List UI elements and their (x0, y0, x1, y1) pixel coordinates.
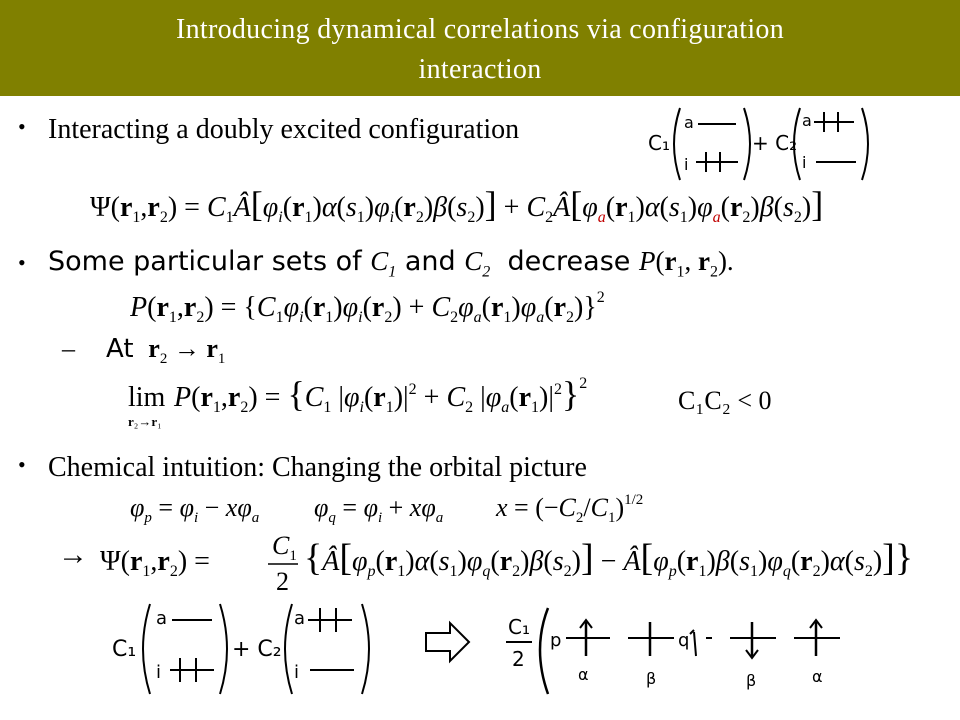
slide-title-line2: interaction (418, 54, 542, 85)
bullet-some-sets-and: and (404, 246, 456, 277)
c1-label: C₁ (648, 131, 670, 155)
svg-text:a: a (802, 111, 812, 130)
bullet-dot: • (18, 250, 26, 275)
svg-text:r₂→r₁: r₂→r₁ (128, 414, 162, 429)
svg-text:C₁: C₁ (112, 637, 137, 662)
svg-text:φq = φi + xφa: $\varphi_q = \varphi_i + x\varphi_a$ (314, 493, 444, 526)
svg-text:i: i (684, 155, 689, 174)
svg-text:Ψ(r1,r2) =: $\Psi(r_1,r_2)$ = (100, 546, 210, 580)
svg-text:2: 2 (276, 567, 289, 596)
orbital-picture-diagram (498, 594, 858, 704)
bullet-dot: • (18, 452, 26, 477)
slide-title (0, 0, 960, 96)
ci-diagram-bottom (108, 594, 388, 704)
equation-new-orbitals (130, 486, 690, 526)
svg-text:a: a (684, 113, 694, 132)
sub-bullet-dash: – (62, 334, 75, 363)
equation-psi-new (100, 526, 950, 596)
svg-text:{Â[φp(r1)α(s1)φq(r2)β(s2)] − Â: {$Â[\varphi_p(r_1)\alpha(s_1)\varphi_q(r_2)\beta(s_2)]$ − $Â[\varphi_p(r_1)\beta(s_1)\varphi_q(r_2)\alpha(s_2)]$} (304, 537, 914, 580)
equation-psi-ci (90, 182, 930, 232)
bullet-some-sets: Some particular sets of $C_1$ and $C_2$ decrease $P(r_1$, $r_2$). (48, 246, 734, 281)
bullet-interacting: Interacting a doubly excited configuration (48, 114, 520, 145)
implies-arrow: → (58, 538, 88, 571)
bullet-dot: • (18, 114, 26, 139)
svg-text:φp = φi − xφa: $\varphi_p = \varphi_i - x\varphi_a$ (130, 493, 260, 526)
svg-text:α: α (578, 665, 589, 684)
equation-limit (128, 366, 598, 432)
svg-text:q: q (678, 630, 690, 651)
svg-text:i: i (802, 153, 807, 172)
sub-bullet-at-text: At (106, 334, 134, 364)
svg-text:Ψ(r1,r2) = C1Â[φi(r1)α(s1)φi(r: $\Psi(r_1,r_2)$ = $C_1Â[\varphi_i(r_1)\alpha(s_1)\varphi_i(r_2)\beta(s_2)]$ + $C_2Â[\varphi_a(r_1)\alpha(s_1)\varphi_a(r_2)\beta(s_2)]$ (90, 184, 824, 226)
svg-text:+ C₂: + C₂ (752, 131, 798, 155)
svg-text:β: β (646, 669, 657, 688)
sub-bullet-at: At $r_2 \to r_1$ (106, 334, 226, 368)
bullet-some-sets-text1: Some particular sets of (48, 246, 362, 277)
svg-text:a: a (156, 608, 168, 629)
svg-text:P(r1,r2) = {C1φi(r1)φi(r2) + C: $P(r_1,r_2) = \{C_1\varphi_i(r_1)\varphi_i(r_2) + C_2\varphi_a(r_1)\varphi_a(r_2)\}^2$ (130, 289, 605, 326)
svg-text:lim: lim (128, 382, 166, 413)
ci-diagram-top (640, 96, 880, 192)
svg-text:i: i (294, 662, 300, 683)
svg-text:β: β (746, 671, 757, 690)
svg-text:p: p (550, 630, 562, 651)
hollow-arrow-icon (424, 620, 472, 664)
svg-text:i: i (156, 662, 162, 683)
svg-text:P(r1,r2) = {C1 |φi(r1)|2 + C2: $P(r_1,r_2) = \{C_1$ $|\varphi_i(r_1)|^2 + C_2$ $|\varphi_a(r_1)|^2\}^2$ (174, 374, 588, 416)
svg-text:C1: $C_1$ (272, 531, 297, 564)
slide-title-line1: Introducing dynamical correlations via configuration (175, 14, 785, 45)
svg-text:+ C₂: + C₂ (232, 637, 282, 662)
svg-text:α: α (812, 667, 823, 686)
svg-text:x = (−C2/C1)1/2: $x = (-C_2/C_1)^{1/2}$ (496, 492, 644, 526)
svg-text:a: a (294, 608, 306, 629)
bullet-some-sets-text2: decrease (507, 246, 631, 277)
svg-text:2: 2 (512, 647, 525, 671)
equation-pair-density (130, 282, 620, 332)
svg-text:C₁: C₁ (508, 615, 530, 639)
condition-c1c2: C₁C₂ < 0 (678, 386, 772, 415)
bullet-chemical-intuition: Chemical intuition: Changing the orbital picture (48, 452, 587, 483)
